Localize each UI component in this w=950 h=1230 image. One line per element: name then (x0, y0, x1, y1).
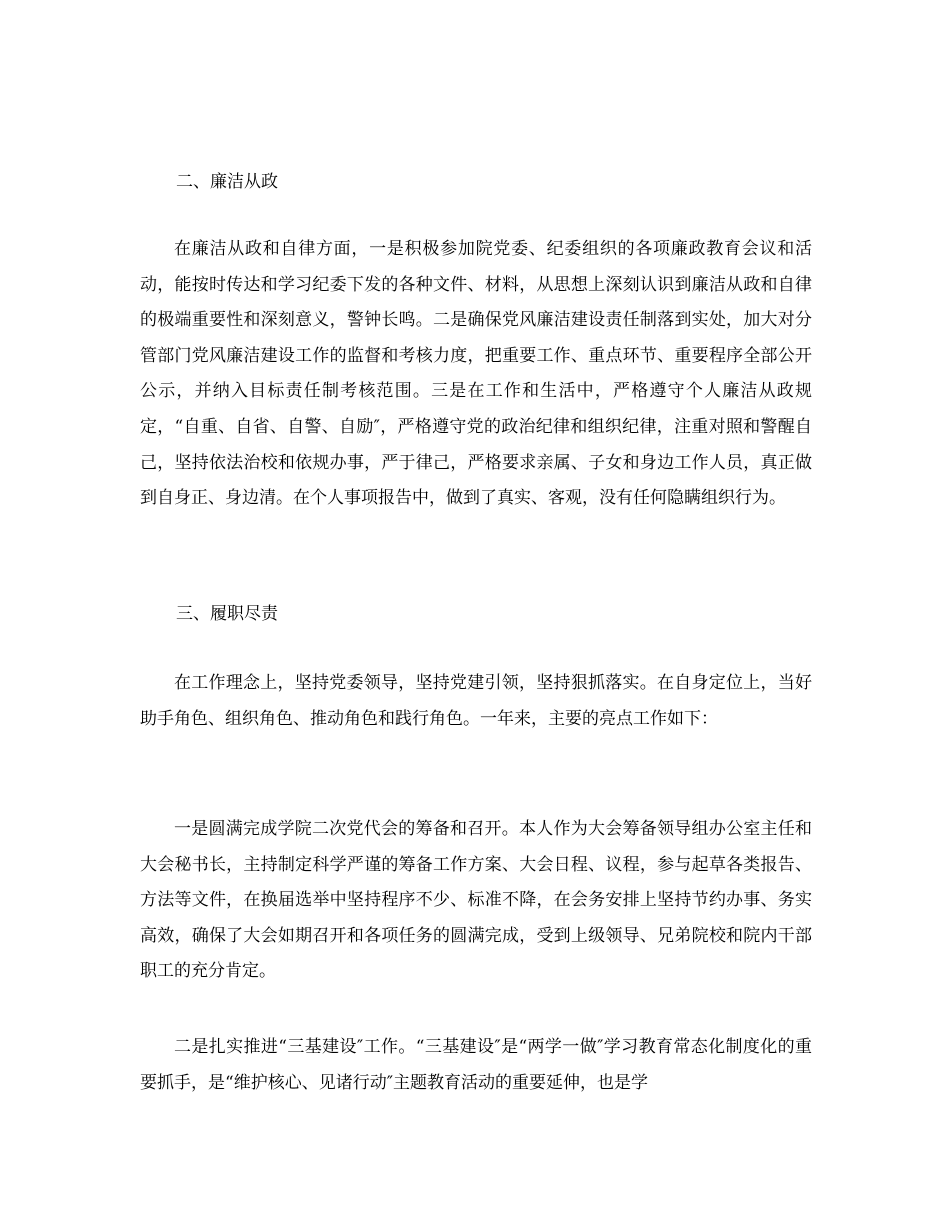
paragraph-duties-intro: 在工作理念上，坚持党委领导，坚持党建引领，坚持狠抓落实。在自身定位上，当好助手角色、组织角色、推动角色和践行角色。一年来，主要的亮点工作如下： (140, 673, 812, 729)
section-heading-integrity: 二、廉洁从政 (176, 172, 278, 192)
paragraph-three-foundations: 二是扎实推进“三基建设″工作。“三基建设″是“两学一做″学习教育常态化制度化的重要抓手，是“维护核心、见诸行动″主题教育活动的重要延伸，也是学 (140, 1037, 812, 1093)
paragraph-integrity-summary: 在廉洁从政和自律方面，一是积极参加院党委、纪委组织的各项廉政教育会议和活动，能按时传达和学习纪委下发的各种文件、材料，从思想上深刻认识到廉洁从政和自律的极端重要性和深刻意义，警钟长鸣。二是确保党风廉洁建设责任制落到实处，加大对分管部门党风廉洁建设工作的监督和考核力度，把重要工作、重点环节、重要程序全部公开公示，并纳入目标责任制考核范围。三是在工作和生活中，严格遵守个人廉洁从政规定，“自重、自省、自警、自励″，严格遵守党的政治纪律和组织纪律，注重对照和警醒自己，坚持依法治校和依规办事，严于律己，严格要求亲属、子女和身边工作人员，真正做到自身正、身边清。在个人事项报告中，做到了真实、客观，没有任何隐瞒组织行为。 (140, 239, 812, 509)
paragraph-party-congress: 一是圆满完成学院二次党代会的筹备和召开。本人作为大会筹备领导组办公室主任和大会秘书长，主持制定科学严谨的筹备工作方案、大会日程、议程，参与起草各类报告、方法等文件，在换届选举中坚持程序不少、标准不降，在会务安排上坚持节约办事、务实高效，确保了大会如期召开和各项任务的圆满完成，受到上级领导、兄弟院校和院内干部职工的充分肯定。 (140, 819, 812, 982)
section-heading-duties: 三、履职尽责 (176, 604, 278, 624)
